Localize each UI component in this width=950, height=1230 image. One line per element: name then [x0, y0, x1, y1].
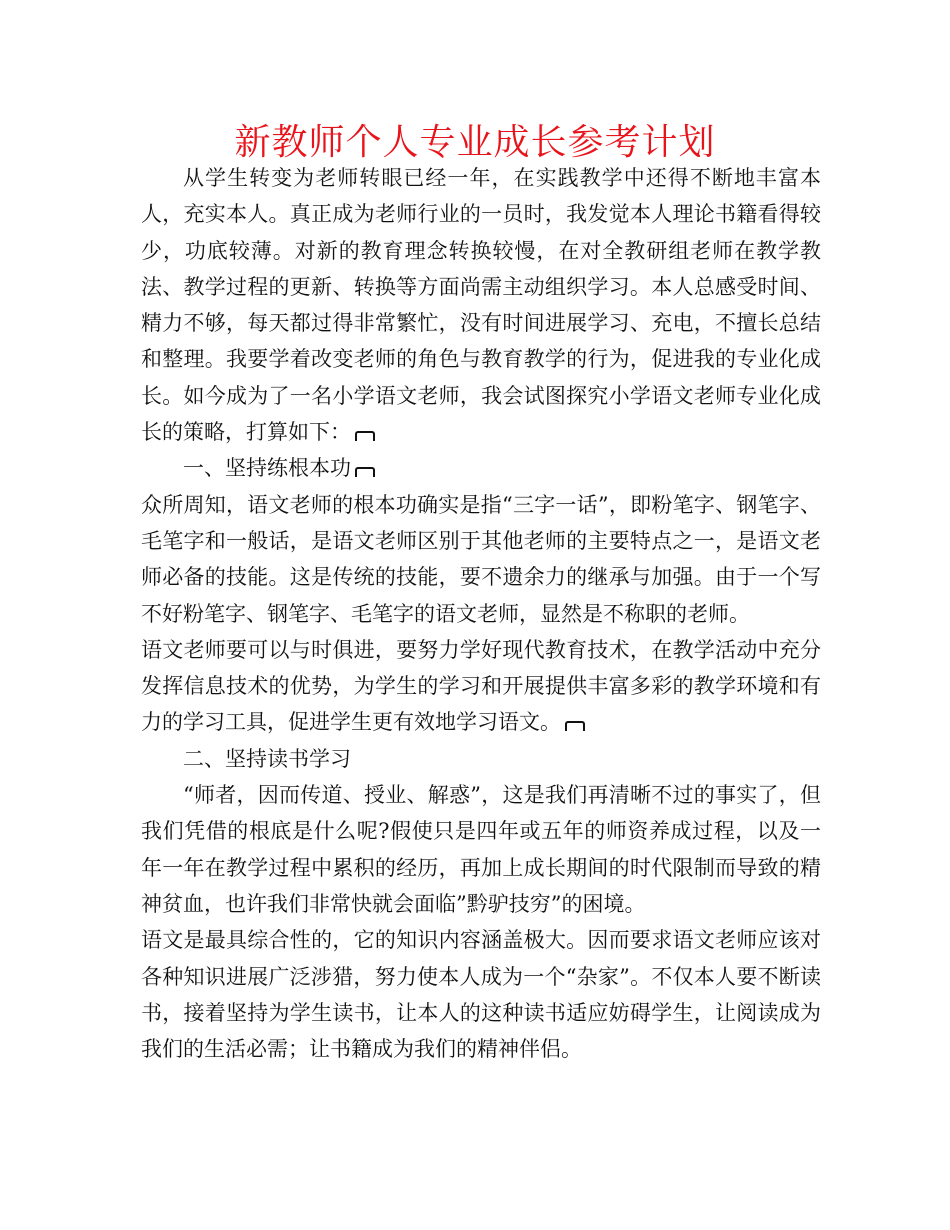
paragraph-mark-icon	[355, 431, 375, 441]
paragraph-mark-icon	[565, 721, 585, 731]
section-heading-2: 二、坚持读书学习	[183, 746, 351, 771]
document-title: 新教师个人专业成长参考计划	[234, 122, 716, 163]
paragraph-basic-skills: 众所周知，语文老师的根本功确实是指“三字一话”，即粉笔字、钢笔字、毛笔字和一般话，是语文老师区别于其他老师的主要特点之一，是语文老师必备的技能。这是传统的技能，要不遗余力的继承与加强。由于一个写不好粉笔字、钢笔字、毛笔字的语文老师，显然是不称职的老师。	[141, 492, 821, 626]
paragraph-intro	[141, 160, 821, 450]
paragraph-teacher-role: “师者，因而传道、授业、解惑”，这是我们再清晰不过的事实了，但我们凭借的根底是什么呢?假使只是四年或五年的师资养成过程，以及一年一年在教学过程中累积的经历，再加上成长期间的时代限制而导致的精神贫血，也许我们非常快就会面临”黔驴技穷”的困境。	[141, 783, 821, 916]
section-heading-1	[141, 450, 821, 486]
paragraph-mark-icon	[355, 467, 375, 477]
paragraph-text: 语文老师要可以与时俱进，要努力学好现代教育技术，在教学活动中充分发挥信息技术的优势，为学生的学习和开展提供丰富多彩的教学环境和有力的学习工具，促进学生更有效地学习语文。	[141, 637, 821, 735]
document-body	[141, 160, 821, 1067]
section-heading-text: 一、坚持练根本功	[183, 456, 351, 481]
paragraph-technology	[141, 632, 821, 741]
paragraph-text: 从学生转变为老师转眼已经一年，在实践教学中还得不断地丰富本人，充实本人。真正成为老师行业的一员时，我发觉本人理论书籍看得较少，功底较薄。对新的教育理念转换较慢，在对全教研组老师在教学教法、教学过程的更新、转换等方面尚需主动组织学习。本人总感受时间、精力不够，每天都过得非常繁忙，没有时间进展学习、充电，不擅长总结和整理。我要学着改变老师的角色与教育教学的行为，促进我的专业化成长。如今成为了一名小学语文老师，我会试图探究小学语文老师专业化成长的策略，打算如下：	[141, 166, 821, 445]
paragraph-reading: 语文是最具综合性的，它的知识内容涵盖极大。因而要求语文老师应该对各种知识进展广泛涉猎，努力使本人成为一个“杂家”。不仅本人要不断读书，接着坚持为学生读书，让本人的这种读书适应妨碍学生，让阅读成为我们的生活必需；让书籍成为我们的精神伴侣。	[141, 928, 821, 1062]
